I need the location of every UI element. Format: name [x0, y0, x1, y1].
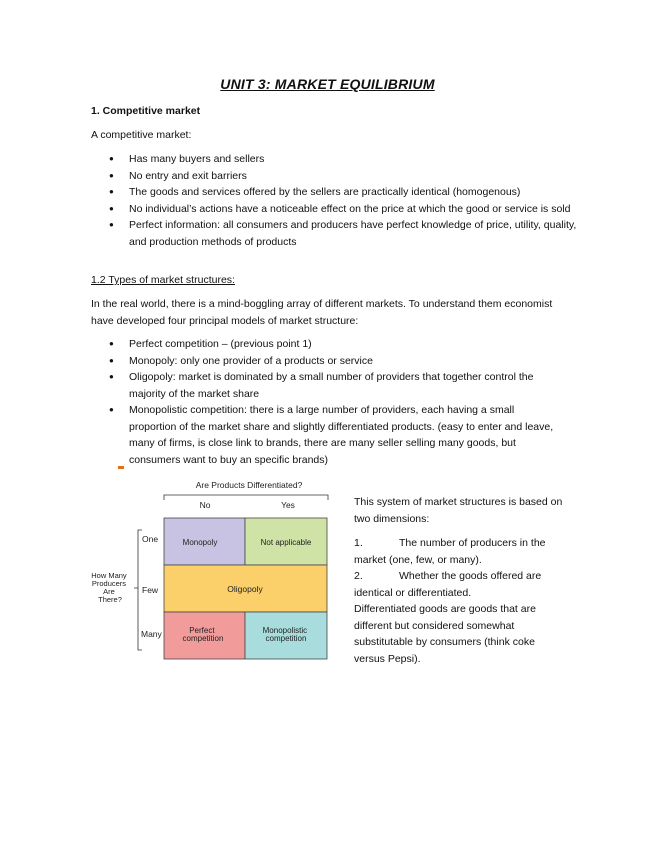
explanation-intro: This system of market structures is based on two dimensions: [354, 496, 563, 525]
list-item: ● No entry and exit barriers [109, 168, 579, 185]
page-title: UNIT 3: MARKET EQUILIBRIUM [220, 76, 435, 92]
list-item: ● The goods and services offered by the sellers are practically identical (homogenous) [109, 184, 579, 201]
column-label-no: No [199, 500, 211, 510]
list-item: ● Perfect competition – (previous point 1) [109, 336, 564, 353]
top-bracket [164, 495, 328, 500]
item-text: The number of producers in the market (one, few, or many). [354, 537, 546, 566]
left-axis-line: Producers [91, 579, 127, 588]
cell-label-oligopoly: Oligopoly [227, 584, 263, 594]
list-item: ● Oligopoly: market is dominated by a small number of providers that together control the majority of the market share [109, 369, 564, 402]
list-item: ● No individual’s actions have a noticeable effect on the price at which the good or service is sold [109, 201, 579, 218]
explanation-item-1 [354, 535, 564, 568]
item-number: 1. [354, 537, 363, 549]
cell-label-monopoly: Monopoly [182, 538, 218, 547]
left-axis-line: How Many [91, 571, 127, 580]
explanation-item-2 [354, 568, 564, 601]
diagram-top-label: Are Products Differentiated? [195, 480, 303, 490]
decorative-mark [118, 466, 124, 469]
list-item: ● Has many buyers and sellers [109, 151, 579, 168]
explanation-outro: Differentiated goods are goods that are different but considered somewhat substitutable by consumers (think coke versus Pepsi). [354, 603, 536, 665]
cell-line: competition [265, 634, 307, 643]
diagram-explanation [354, 494, 564, 667]
market-structure-diagram [88, 475, 338, 665]
row-label-few: Few [142, 585, 159, 595]
item-text: Whether the goods offered are identical or differentiated. [354, 570, 542, 599]
section1-bullet-list [109, 151, 579, 250]
left-axis-line: Are [103, 587, 115, 596]
section-heading-market-structures: 1.2 Types of market structures: [91, 274, 235, 286]
section1-intro: A competitive market: [91, 129, 192, 141]
cell-line: Monopolistic [262, 626, 308, 635]
left-axis-line: There? [98, 595, 122, 604]
cell-label-not-applicable: Not applicable [260, 538, 312, 547]
item-number: 2. [354, 570, 363, 582]
cell-line: competition [182, 634, 224, 643]
row-label-many: Many [141, 629, 162, 639]
list-item: ● Monopoly: only one provider of a products or service [109, 353, 564, 370]
cell-line: Perfect [189, 626, 215, 635]
row-label-one: One [142, 534, 159, 544]
section-heading-competitive-market: 1. Competitive market [91, 105, 201, 117]
section2-bullet-list [109, 336, 564, 468]
section2-intro: In the real world, there is a mind-boggling array of different markets. To understand them economist have developed four principal models of market structure: [91, 298, 553, 327]
left-axis-label [91, 571, 129, 604]
column-label-yes: Yes [281, 500, 295, 510]
list-item: ● Monopolistic competition: there is a large number of providers, each having a small proportion of the market share and slightly differentiated products. (easy to enter and leave, many of firms, is close link to brands, there are many seller selling many goods, but consumers want to buy an specific brands) [109, 402, 564, 468]
cell-label-monopolistic-competition [263, 626, 310, 643]
list-item: ● Perfect information: all consumers and producers have perfect knowledge of price, utility, quality, and production methods of products [109, 217, 579, 250]
